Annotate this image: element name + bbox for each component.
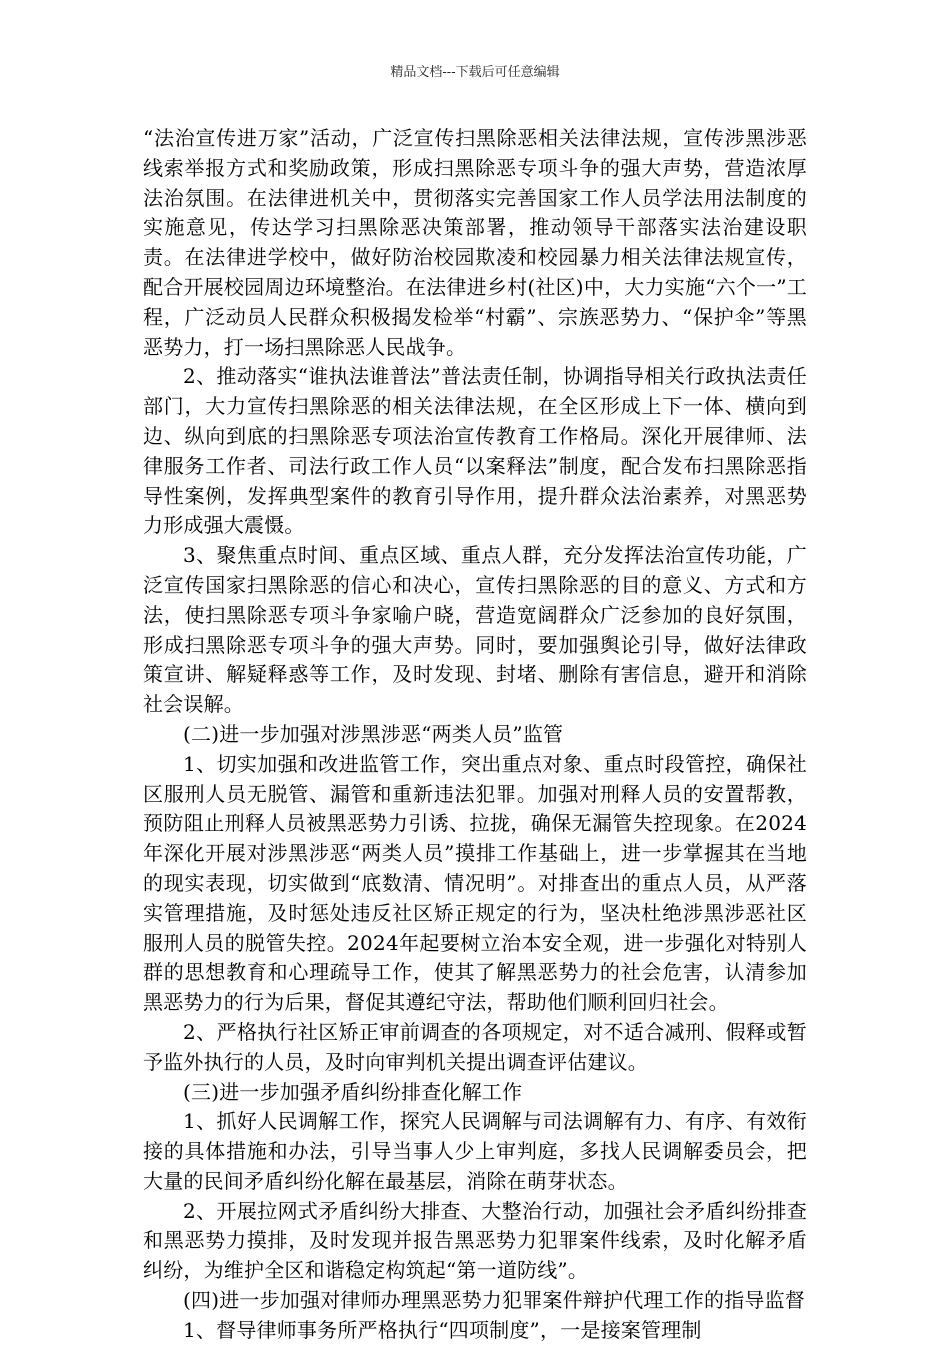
paragraph: 2、推动落实“谁执法谁普法”普法责任制，协调指导相关行政执法责任部门，大力宣传扫黑除恶的相关法律法规，在全区形成上下一体、横向到边、纵向到底的扫黑除恶专项法治宣传教育工作格局。深化开展律师、法律服务工作者、司法行政工作人员“以案释法”制度，配合发布扫黑除恶指导性案例，发挥典型案件的教育引导作用，提升群众法治素养，对黑恶势力形成强大震慑。	[143, 364, 807, 538]
paragraph: 1、切实加强和改进监管工作，突出重点对象、重点时段管控，确保社区服刑人员无脱管、漏管和重新违法犯罪。加强对刑释人员的安置帮教，预防阻止刑释人员被黑恶势力引诱、拉拢，确保无漏管失控现象。在2024年深化开展对涉黑涉恶“两类人员”摸排工作基础上，进一步掌握其在当地的现实表现，切实做到“底数清、情况明”。对排查出的重点人员，从严落实管理措施，及时惩处违反社区矫正规定的行为，坚决杜绝涉黑涉恶社区服刑人员的脱管失控。2024年起要树立治本安全观，进一步强化对特别人群的思想教育和心理疏导工作，使其了解黑恶势力的社会危害，认清参加黑恶势力的行为后果，督促其遵纪守法，帮助他们顺利回归社会。	[143, 751, 807, 1015]
paragraph: “法治宣传进万家”活动，广泛宣传扫黑除恶相关法律法规，宣传涉黑涉恶线索举报方式和奖励政策，形成扫黑除恶专项斗争的强大声势，营造浓厚法治氛围。在法律进机关中，贯彻落实完善国家工作人员学法用法制度的实施意见，传达学习扫黑除恶决策部署，推动领导干部落实法治建设职责。在法律进学校中，做好防治校园欺凌和校园暴力相关法律法规宣传，配合开展校园周边环境整治。在法律进乡村(社区)中，大力实施“六个一”工程，广泛动员人民群众积极揭发检举“村霸”、宗族恶势力、“保护伞”等黑恶势力，打一场扫黑除恶人民战争。	[143, 126, 807, 359]
section-heading: (三)进一步加强矛盾纠纷排查化解工作	[183, 1079, 523, 1104]
paragraph: 1、督导律师事务所严格执行“四项制度”，一是接案管理制	[183, 1317, 702, 1342]
paragraph: 1、抓好人民调解工作，探究人民调解与司法调解有力、有序、有效衔接的具体措施和办法，引导当事人少上审判庭，多找人民调解委员会，把大量的民间矛盾纠纷化解在最基层，消除在萌芽状态。	[143, 1109, 807, 1193]
header-note: 精品文档---下载后可任意编辑	[390, 65, 560, 80]
paragraph: 2、严格执行社区矫正审前调查的各项规定，对不适合减刑、假释或暂予监外执行的人员，及时向审判机关提出调查评估建议。	[143, 1019, 807, 1074]
section-heading: (四)进一步加强对律师办理黑恶势力犯罪案件辩护代理工作的指导监督	[183, 1288, 806, 1313]
paragraph: 3、聚焦重点时间、重点区域、重点人群，充分发挥法治宣传功能，广泛宣传国家扫黑除恶的信心和决心，宣传扫黑除恶的目的意义、方式和方法，使扫黑除恶专项斗争家喻户晓，营造宽阔群众广泛参加的良好氛围，形成扫黑除恶专项斗争的强大声势。同时，要加强舆论引导，做好法律政策宣讲、解疑释惑等工作，及时发现、封堵、删除有害信息，避开和消除社会误解。	[143, 543, 807, 717]
document-body	[143, 124, 807, 1346]
paragraph: 2、开展拉网式矛盾纠纷大排查、大整治行动，加强社会矛盾纠纷排查和黑恶势力摸排，及时发现并报告黑恶势力犯罪案件线索，及时化解矛盾纠纷，为维护全区和谐稳定构筑起“第一道防线”。	[143, 1198, 807, 1283]
section-heading: (二)进一步加强对涉黑涉恶“两类人员”监管	[183, 721, 564, 746]
